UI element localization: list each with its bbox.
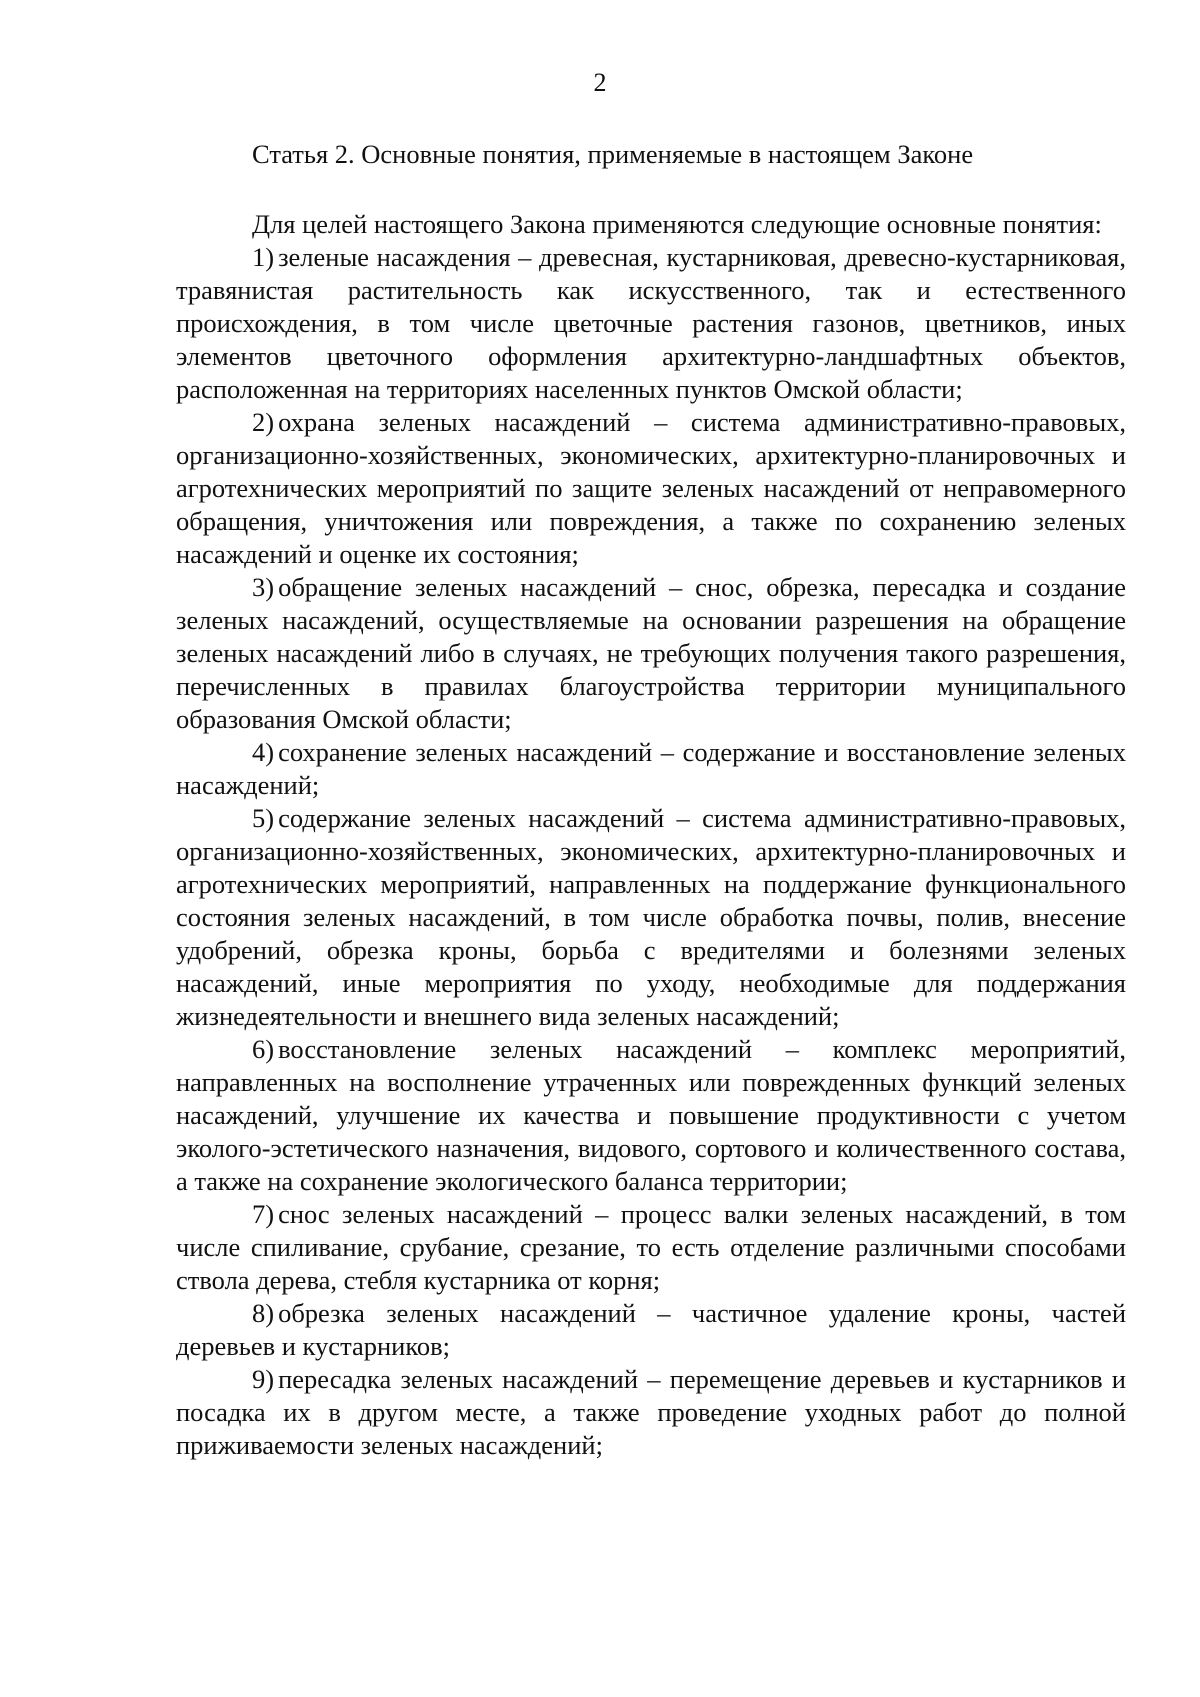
definition-item [176, 1297, 1126, 1363]
definition-number: 1) [252, 242, 275, 272]
definition-number: 2) [252, 407, 275, 437]
definition-item [176, 406, 1126, 571]
definition-item [176, 1363, 1126, 1462]
definition-text: пересадка зеленых насаждений – перемещение деревьев и кустарников и посадка их в другом месте, а также проведение уходных работ до полной приживаемости зеленых насаждений; [176, 1364, 1126, 1460]
definitions-list [176, 241, 1126, 1462]
definition-number: 9) [252, 1364, 275, 1394]
definition-text: обращение зеленых насаждений – снос, обрезка, пересадка и создание зеленых насаждений, осуществляемые на основании разрешения на обращение зеленых насаждений либо в случаях, не требующих получения такого разрешения, перечисленных в правилах благоустройства территории муниципального образования Омской области; [176, 572, 1126, 734]
definition-text: сохранение зеленых насаждений – содержание и восстановление зеленых насаждений; [176, 737, 1126, 800]
document-body [176, 138, 1126, 1462]
definition-number: 5) [252, 803, 275, 833]
article-title: Статья 2. Основные понятия, применяемые в настоящем Законе [252, 139, 974, 169]
definition-number: 4) [252, 737, 275, 767]
definition-number: 3) [252, 572, 275, 602]
page-number: 2 [593, 68, 607, 97]
intro-paragraph: Для целей настоящего Закона применяются следующие основные понятия: [252, 209, 1102, 239]
definition-item [176, 241, 1126, 406]
definition-item [176, 1198, 1126, 1297]
definition-text: охрана зеленых насаждений – система административно-правовых, организационно-хозяйственных, экономических, архитектурно-планировочных и агротехнических мероприятий по защите зеленых насаждений от неправомерного обращения, уничтожения или повреждения, а также по сохранению зеленых насаждений и оценке их состояния; [176, 407, 1126, 569]
definition-text: зеленые насаждения – древесная, кустарниковая, древесно-кустарниковая, травянистая растительность как искусственного, так и естественного происхождения, в том числе цветочные растения газонов, цветников, иных элементов цветочного оформления архитектурно-ландшафтных объектов, расположенная на территориях населенных пунктов Омской области; [176, 242, 1126, 404]
definition-text: снос зеленых насаждений – процесс валки зеленых насаждений, в том числе спиливание, срубание, срезание, то есть отделение различными способами ствола дерева, стебля кустарника от корня; [176, 1199, 1126, 1295]
definition-number: 7) [252, 1199, 275, 1229]
definition-item [176, 802, 1126, 1033]
definition-item [176, 571, 1126, 736]
definition-text: обрезка зеленых насаждений – частичное удаление кроны, частей деревьев и кустарников; [176, 1298, 1126, 1361]
definition-text: содержание зеленых насаждений – система административно-правовых, организационно-хозяйственных, экономических, архитектурно-планировочных и агротехнических мероприятий, направленных на поддержание функционального состояния зеленых насаждений, в том числе обработка почвы, полив, внесение удобрений, обрезка кроны, борьба с вредителями и болезнями зеленых насаждений, иные мероприятия по уходу, необходимые для поддержания жизнедеятельности и внешнего вида зеленых насаждений; [176, 803, 1126, 1031]
definition-item [176, 1033, 1126, 1198]
definition-item [176, 736, 1126, 802]
definition-text: восстановление зеленых насаждений – комплекс мероприятий, направленных на восполнение утраченных или поврежденных функций зеленых насаждений, улучшение их качества и повышение продуктивности с учетом эколого-эстетического назначения, видового, сортового и количественного состава, а также на сохранение экологического баланса территории; [176, 1034, 1126, 1196]
definition-number: 6) [252, 1034, 275, 1064]
definition-number: 8) [252, 1298, 275, 1328]
